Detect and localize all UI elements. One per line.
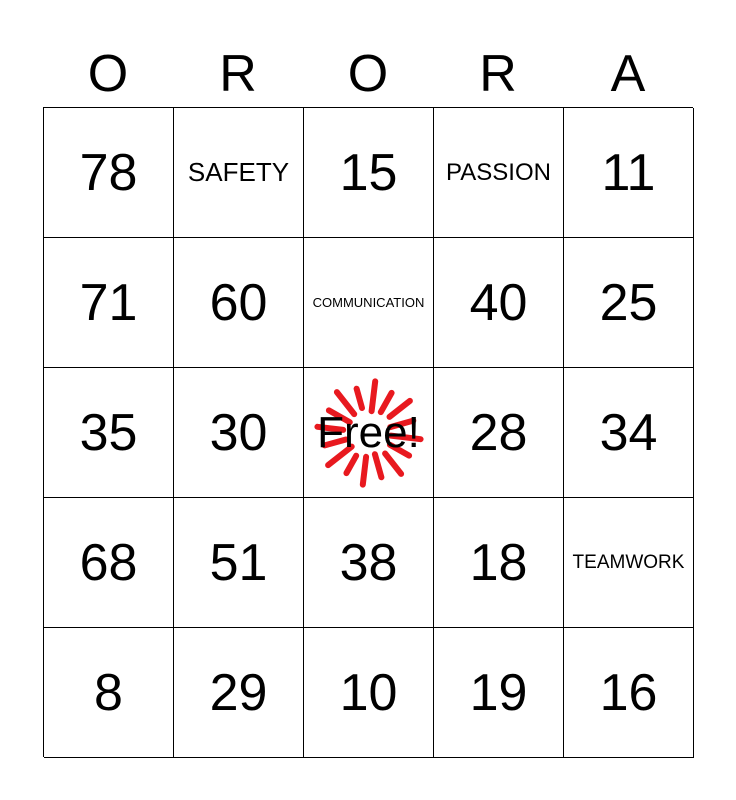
bingo-header bbox=[43, 40, 693, 108]
cell-value: 19 bbox=[469, 663, 528, 722]
free-space-label: Free! bbox=[317, 407, 420, 457]
cell-r3-c1[interactable] bbox=[174, 498, 304, 628]
cell-value: 11 bbox=[601, 143, 656, 202]
cell-value: 38 bbox=[339, 533, 398, 592]
header-letter-o-2: O bbox=[347, 45, 389, 103]
cell-value: 71 bbox=[79, 273, 138, 332]
cell-value: PASSION bbox=[446, 158, 551, 186]
free-space-cell[interactable] bbox=[304, 368, 434, 498]
cell-value: 60 bbox=[209, 273, 268, 332]
cell-r4-c1[interactable] bbox=[174, 628, 304, 758]
burst-ray bbox=[346, 455, 356, 472]
cell-r1-c1[interactable] bbox=[174, 238, 304, 368]
cell-value: 68 bbox=[79, 533, 138, 592]
cell-r3-c3[interactable] bbox=[434, 498, 564, 628]
cell-value: 78 bbox=[79, 143, 138, 202]
cell-r1-c4[interactable] bbox=[564, 238, 694, 368]
cell-r4-c0[interactable] bbox=[44, 628, 174, 758]
cell-r2-c1[interactable] bbox=[174, 368, 304, 498]
cell-value: 10 bbox=[339, 663, 398, 722]
cell-value: 30 bbox=[209, 403, 268, 462]
cell-r0-c2[interactable] bbox=[304, 108, 434, 238]
cell-r4-c2[interactable] bbox=[304, 628, 434, 758]
header-letter-r-2: R bbox=[479, 45, 517, 103]
cell-r1-c0[interactable] bbox=[44, 238, 174, 368]
cell-value: 16 bbox=[599, 663, 658, 722]
cell-r0-c3[interactable] bbox=[434, 108, 564, 238]
header-letter-a: A bbox=[610, 45, 646, 103]
burst-ray bbox=[362, 456, 365, 484]
cell-value: 18 bbox=[469, 533, 528, 592]
cell-value: COMMUNICATION bbox=[312, 295, 425, 310]
cell-r3-c0[interactable] bbox=[44, 498, 174, 628]
cell-r2-c0[interactable] bbox=[44, 368, 174, 498]
burst-ray bbox=[371, 381, 375, 411]
header-letter-r-1: R bbox=[219, 45, 257, 103]
header-letter-o-1: O bbox=[87, 45, 129, 103]
cell-value: 28 bbox=[469, 403, 528, 462]
bingo-grid bbox=[43, 107, 693, 757]
cell-value: 51 bbox=[209, 533, 268, 592]
cell-r4-c3[interactable] bbox=[434, 628, 564, 758]
cell-r0-c1[interactable] bbox=[174, 108, 304, 238]
cell-value: SAFETY bbox=[187, 157, 290, 187]
burst-ray bbox=[356, 388, 361, 407]
cell-r0-c0[interactable] bbox=[44, 108, 174, 238]
cell-value: 8 bbox=[94, 663, 123, 722]
cell-r1-c3[interactable] bbox=[434, 238, 564, 368]
cell-r2-c4[interactable] bbox=[564, 368, 694, 498]
cell-value: TEAMWORK bbox=[572, 551, 685, 573]
cell-r3-c2[interactable] bbox=[304, 498, 434, 628]
cell-r2-c3[interactable] bbox=[434, 368, 564, 498]
cell-value: 35 bbox=[79, 403, 138, 462]
cell-value: 29 bbox=[209, 663, 268, 722]
cell-value: 40 bbox=[469, 273, 528, 332]
cell-value: 25 bbox=[599, 273, 658, 332]
cell-value: 34 bbox=[599, 403, 658, 462]
cell-r0-c4[interactable] bbox=[564, 108, 694, 238]
cell-r4-c4[interactable] bbox=[564, 628, 694, 758]
cell-value: 15 bbox=[339, 143, 398, 202]
cell-r1-c2[interactable] bbox=[304, 238, 434, 368]
cell-r3-c4[interactable] bbox=[564, 498, 694, 628]
